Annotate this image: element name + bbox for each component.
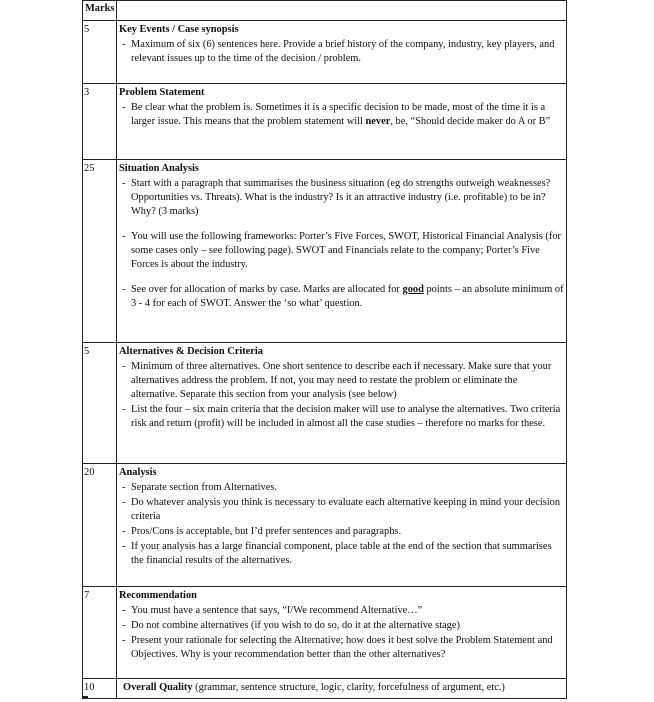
list-item: - If your analysis has a large financial component, place table at the end of the section that summarises the financial results of the alternatives.: [122, 541, 552, 566]
table-row: [83, 160, 567, 343]
list-item: - Separate section from Alternatives.: [122, 482, 277, 493]
table-row: [83, 21, 567, 84]
list-item: - Do not combine alternatives (if you wish to do so, do it at the alternative stage): [122, 620, 460, 631]
description-cell: [117, 343, 567, 464]
marks-cell: 10: [83, 679, 117, 699]
list-item: - List the four – six main criteria that the decision maker will use to analyse the alternatives. Two criteria risk and return (profit) will be included in almost all the case studies – therefore no marks for these.: [122, 404, 561, 429]
description-cell: [117, 679, 567, 699]
marks-cell: 5: [83, 343, 117, 464]
section-title: Situation Analysis: [119, 163, 199, 174]
table-row: [83, 679, 567, 699]
list-item: - See over for allocation of marks by case. Marks are allocated for good points – an absolute minimum of 3 - 4 for each of SWOT. Answer the ‘so what’ question.: [122, 284, 564, 309]
list-item: - Pros/Cons is acceptable, but I’d prefer sentences and paragraphs.: [122, 526, 402, 537]
section-title: Alternatives & Decision Criteria: [119, 346, 263, 357]
description-cell: [117, 84, 567, 160]
description-cell: [117, 160, 567, 343]
marks-cell: 20: [83, 464, 117, 587]
list-item: - Maximum of six (6) sentences here. Provide a brief history of the company, industry, key players, and relevant issues up to the time of the decision / problem.: [122, 39, 555, 64]
section-subtitle: (grammar, sentence structure, logic, clarity, forcefulness of argument, etc.): [192, 682, 505, 693]
description-cell: [117, 587, 567, 679]
list-item: - You will use the following frameworks: Porter’s Five Forces, SWOT, Historical Financial Analysis (for some cases only – see following page). SWOT and Financials relate to the company; Porter’s Five Forces is about the industry.: [122, 231, 562, 270]
table-row: [83, 84, 567, 160]
marks-cell: 25: [83, 160, 117, 343]
section-title: Key Events / Case synopsis: [119, 24, 239, 35]
list-item: - Start with a paragraph that summarises the business situation (eg do strengths outweigh weaknesses? Opportunities vs. Threats). What is the industry? Is it an attractive industry (i.e. profitable) to be in? Why? (3 marks): [122, 178, 551, 217]
list-item: - Minimum of three alternatives. One short sentence to describe each if necessary. Make sure that your alternatives address the problem. If not, you may need to restate the problem or eliminate the alternative. Separate this section from your analysis (see below): [122, 361, 552, 400]
table-row: [83, 343, 567, 464]
table-row: [83, 587, 567, 679]
list-item: - Be clear what the problem is. Sometimes it is a specific decision to be made, most of the time it is a larger issue. This means that the problem statement will never, be, “Should decide maker do A or B”: [122, 102, 551, 127]
marks-cell: 7: [83, 587, 117, 679]
rubric-table: [82, 0, 567, 699]
header-row: [83, 1, 567, 21]
marks-cell: 5: [83, 21, 117, 84]
marks-header: Marks: [83, 1, 117, 21]
section-title: Overall Quality: [123, 682, 193, 693]
description-cell: [117, 464, 567, 587]
section-title: Problem Statement: [119, 87, 205, 98]
list-item: - You must have a sentence that says, “I/We recommend Alternative…”: [122, 605, 423, 616]
marks-cell: 3: [83, 84, 117, 160]
list-item: - Present your rationale for selecting the Alternative; how does it best solve the Problem Statement and Objectives. Why is your recommendation better than the other alternatives?: [122, 635, 553, 660]
description-cell: [117, 21, 567, 84]
list-item: - Do whatever analysis you think is necessary to evaluate each alternative keeping in mind your decision criteria: [122, 497, 561, 522]
section-title: Analysis: [119, 467, 157, 478]
section-title: Recommendation: [119, 590, 197, 601]
table-row: [83, 464, 567, 587]
criteria-header: [117, 1, 567, 21]
next-row-edge: [82, 696, 88, 702]
